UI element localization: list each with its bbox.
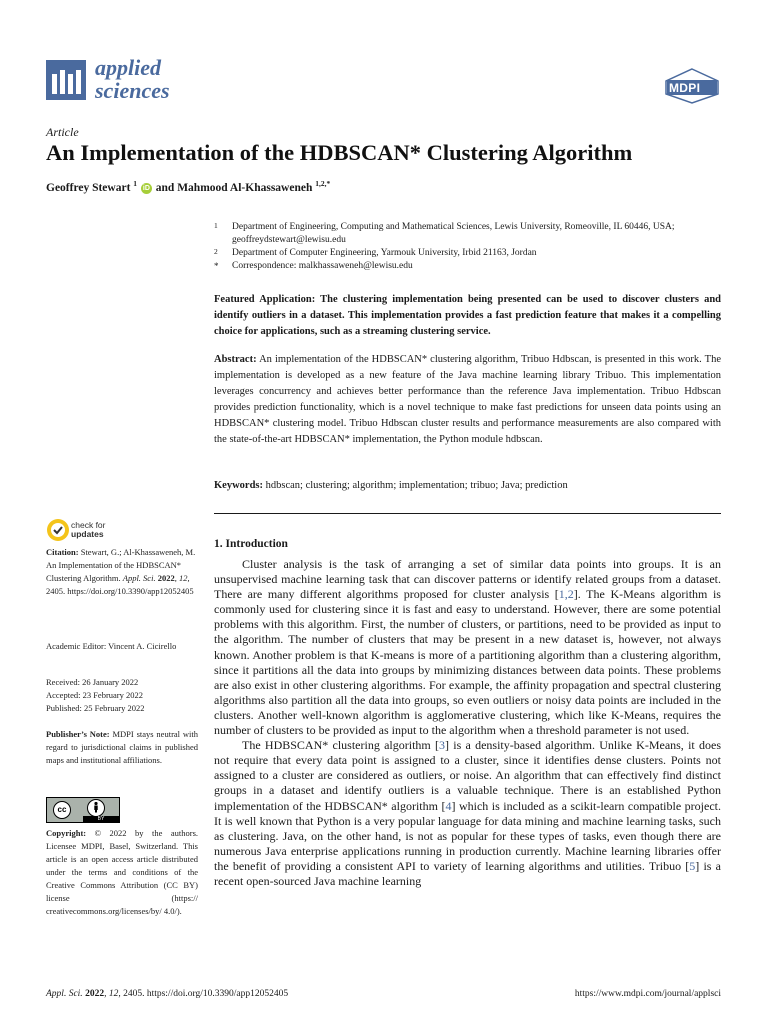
citation-link[interactable]: 1,2 [558, 587, 574, 602]
footer-volume: 12 [108, 989, 119, 999]
citation-year: 2022 [157, 573, 175, 583]
check-updates-icon [46, 518, 70, 542]
footer-journal-url[interactable]: https://www.mdpi.com/journal/applsci [574, 989, 721, 999]
orcid-icon[interactable]: iD [142, 184, 150, 192]
footer-citation: Appl. Sci. 2022, 12, 2405. https://doi.org/10.3390/app12052405 [46, 989, 289, 999]
footer-year: 2022 [85, 989, 105, 999]
citation-volume: 12 [178, 573, 188, 583]
copyright-label: Copyright: [46, 828, 87, 838]
article-type: Article [46, 125, 79, 139]
check-updates-button[interactable] [46, 518, 156, 544]
footer-journal: Appl. Sci. [46, 989, 83, 999]
author-affiliation-mark: 1 [133, 179, 138, 188]
keywords-label: Keywords: [214, 480, 263, 491]
check-updates-line1: check for [71, 520, 106, 530]
citation-text: Stewart, G.; Al-Khassaweneh, M. An Implementation of the HDBSCAN* Clustering Algorithm. [46, 547, 196, 583]
affiliations [214, 221, 714, 273]
publication-dates [46, 676, 198, 715]
citation-label: Citation: [46, 547, 79, 557]
journal-logo[interactable] [46, 55, 186, 106]
accepted-date: Accepted: 23 February 2022 [46, 690, 144, 700]
keywords-text: hdbscan; clustering; algorithm; implementation; tribuo; Java; prediction [265, 480, 568, 491]
affiliation-mark: 1 [214, 221, 218, 230]
publisher-name: MDPI [669, 81, 701, 95]
correspondence-text: Correspondence: malkhassaweneh@lewisu.edu [232, 261, 413, 271]
cc-icon: cc [53, 801, 71, 819]
copyright-block [46, 827, 198, 918]
check-updates-line2: updates [71, 529, 104, 539]
citation-block: Citation: Stewart, G.; Al-Khassaweneh, M. An Implementation of the HDBSCAN* Clustering Algorithm. Appl. Sci. 2022, 12, 2405. https://doi.org/10.3390/app12052405 [46, 547, 196, 596]
copyright-text: © 2022 by the authors. Licensee MDPI, Basel, Switzerland. This article is an open access article distributed under the terms and conditions of the Creative Commons Attribution (CC BY) license (https:// creativecommons.org/licenses/by/ 4.0/). [46, 828, 199, 916]
journal-logo-icon [46, 60, 86, 100]
journal-name: applied sciences [95, 55, 170, 103]
keywords [214, 478, 721, 494]
attribution-icon [87, 799, 105, 817]
author-name[interactable]: Mahmood Al-Khassaweneh [177, 181, 313, 194]
affiliation-mark: 2 [214, 247, 218, 256]
received-date: Received: 26 January 2022 [46, 677, 139, 687]
affiliation-item [214, 247, 714, 260]
introduction-body [214, 557, 721, 889]
publisher-note-text: MDPI stays neutral with regard to jurisdictional claims in published maps and institutional affiliations. [46, 729, 199, 765]
publisher-note-label: Publisher’s Note: [46, 729, 110, 739]
affiliation-item [214, 221, 714, 247]
paragraph: The HDBSCAN* clustering algorithm [3] is a density-based algorithm. Unlike K-Means, it does not require that every data point is assigned to a cluster, since it identifies dense clusters. Points not assigned to a cluster are considered as outliers, or noise. An algorithm that can effectively find distinct groups in a dataset and identify outliers is a valuable technique. There is an established Python implementation of the HDBSCAN* algorithm [4] which is included as a scikit-learn compatible project. It is well known that Python is a very popular language for data mining and machine learning tasks, such as clustering. Java, on the other hand, is not as popular for these types of tasks, even though there are numerous Java enterprise applications running in production currently. Machine learning libraries offer the benefit of providing a consistent API to variety of learning algorithms and utilities. Tribuo [5] is a recent open-sourced Java machine learning [214, 738, 722, 888]
abstract [214, 352, 721, 448]
section-heading: 1. Introduction [214, 538, 288, 550]
abstract-text: An implementation of the HDBSCAN* clustering algorithm, Tribuo Hdbscan, is presented in this work. The implementation is developed as a new feature of the Java machine learning library Tribuo. This implementation leverages concurrency and achieves better performance than the reference Java implementation. Tribuo Hdbscan provides prediction functionality, which is a novel technique to make fast predictions for unseen data points using an HDBSCAN* clustering model. Tribuo Hdbscan cluster results and performance measurements are also compared with the state-of-the-art HDBSCAN* implementation, the Python module hdbscan. [214, 354, 722, 445]
paper-title: An Implementation of the HDBSCAN* Clustering Algorithm [46, 140, 633, 165]
abstract-label: Abstract: [214, 354, 257, 365]
citation-link[interactable]: 4 [445, 798, 452, 813]
citation-link[interactable]: 3 [439, 738, 445, 753]
featured-application: Featured Application: The clustering implementation being presented can be used to discover clusters and identify outliers in a dataset. This implementation provides a fast prediction feature that makes it a compelling choice for applications, such as a streaming clustering service. [214, 294, 721, 337]
authors [46, 179, 330, 194]
footer-doi[interactable]: , 2405. https://doi.org/10.3390/app12052405 [118, 989, 289, 999]
divider-rule [214, 513, 721, 514]
affiliation-text: Department of Engineering, Computing and Mathematical Sciences, Lewis University, Romeoville, IL 60446, USA; geoffreydstewart@lewisu.edu [232, 222, 675, 245]
affiliation-text: Department of Computer Engineering, Yarmouk University, Irbid 21163, Jordan [232, 248, 537, 258]
correspondence-item [214, 260, 714, 273]
publisher-logo[interactable] [664, 68, 720, 104]
affiliation-mark: * [214, 261, 219, 271]
by-label: BY [83, 816, 119, 822]
academic-editor: Academic Editor: Vincent A. Cicirello [46, 641, 177, 651]
citation-journal: Appl. Sci. [122, 573, 156, 583]
cc-by-license-badge[interactable] [46, 797, 120, 823]
author-connector: and [155, 181, 175, 194]
published-date: Published: 25 February 2022 [46, 703, 145, 713]
publisher-note [46, 728, 198, 767]
citation-link[interactable]: 5 [689, 858, 696, 873]
paragraph: Cluster analysis is the task of arranging a set of similar data points into groups. It is an unsupervised machine learning task that can discover patterns or identify related groups from a dataset. There are many different algorithms proposed for cluster analysis [1,2]. The K-Means algorithm is commonly used for clustering since it is fast and easy to understand. However, there are some potential problems with this algorithm. First, the number of clusters, or partitions, need to be provided as input to the algorithm. The number of clusters that may be present in a new dataset is, however, not always known. Another problem is that K-means is more of a partitioning algorithm than a clustering algorithm, since it partitions all the data into groups by minimizing distances between data points. These problems are also exist in other clustering algorithms. For example, the affinity propagation and spectral clustering algorithms also partition all the data into groups, so even outliers or noisy data points are included in the clusters. Another well-known algorithm is agglomerative clustering, which like K-Means, requires the number of clusters to be provided as input to the algorithm when a threshold parameter is not used. [214, 557, 721, 738]
author-name[interactable]: Geoffrey Stewart [46, 181, 131, 194]
citation-doi[interactable]: , 2405. https://doi.org/10.3390/app12052405 [46, 573, 194, 596]
author-affiliation-mark: 1,2,* [315, 179, 331, 188]
